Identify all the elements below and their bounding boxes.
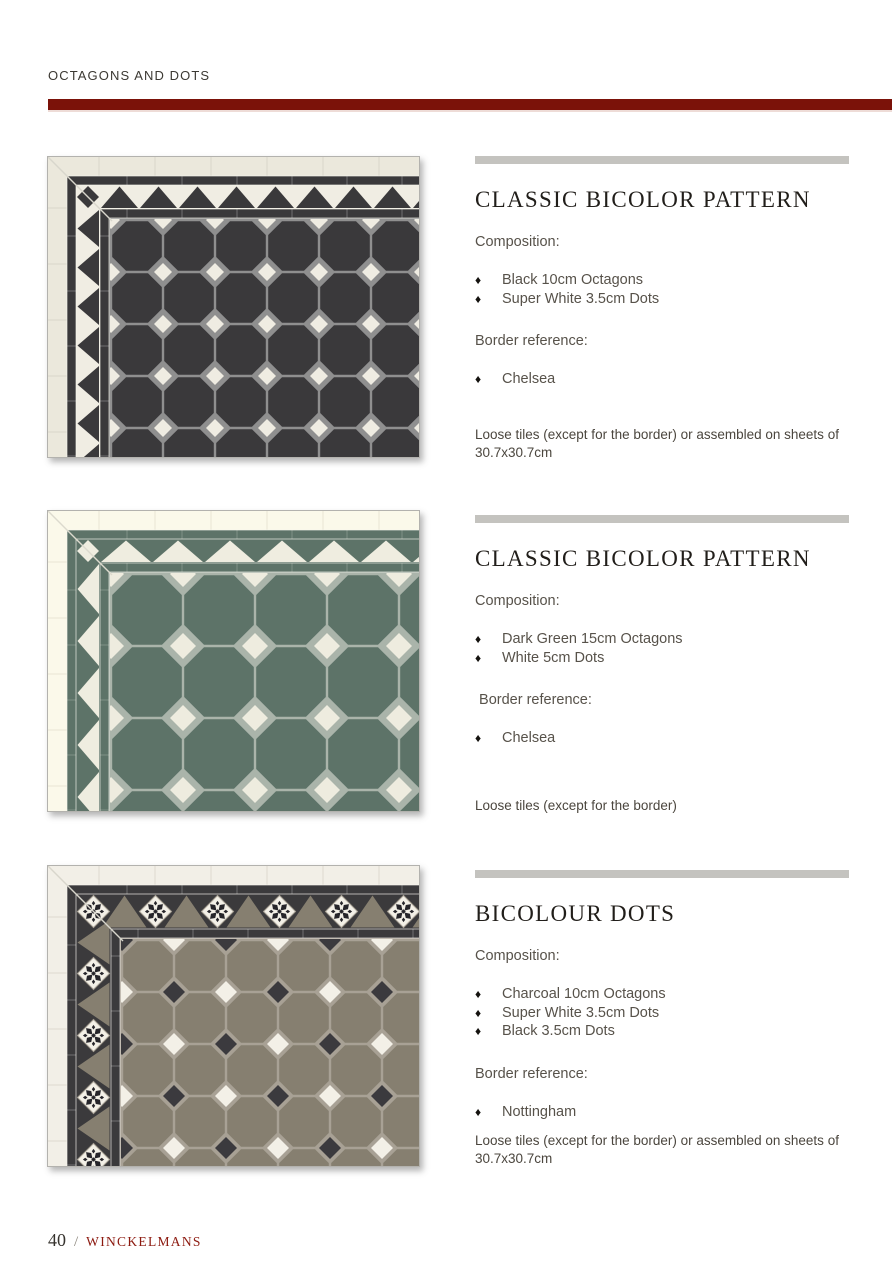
page-footer <box>48 1230 202 1251</box>
diamond-bullet-icon: ♦ <box>475 1024 482 1038</box>
section-divider-bar <box>475 515 849 523</box>
list-item <box>475 649 849 668</box>
section-divider-bar <box>475 156 849 164</box>
list-item <box>475 370 849 389</box>
diamond-bullet-icon: ♦ <box>475 632 482 646</box>
border-reference-label: Border reference: <box>475 1065 588 1082</box>
section-classic-bicolor-black <box>0 156 892 486</box>
list-item-label: Super White 3.5cm Dots <box>502 1004 660 1021</box>
border-reference-list <box>475 370 849 389</box>
border-reference-label: Border reference: <box>475 692 592 708</box>
list-item-label: Black 3.5cm Dots <box>502 1023 615 1039</box>
page-number: 40 <box>48 1230 66 1250</box>
section-text <box>475 515 849 748</box>
list-item-label: Nottingham <box>502 1103 577 1120</box>
availability-note: Loose tiles (except for the border) or assembled on sheets of 30.7x30.7cm <box>475 427 839 460</box>
composition-label: Composition: <box>475 234 560 250</box>
list-item <box>475 630 849 649</box>
availability-note: Loose tiles (except for the border) or assembled on sheets of 30.7x30.7cm <box>475 1133 839 1166</box>
list-item <box>475 985 849 1004</box>
list-item <box>475 271 849 290</box>
border-reference-list <box>475 729 849 748</box>
list-item-label: Chelsea <box>502 730 556 746</box>
list-item <box>475 729 849 748</box>
tile-sample-image <box>47 510 420 812</box>
section-title: CLASSIC BICOLOR PATTERN <box>475 546 811 571</box>
section-divider-bar <box>475 870 849 878</box>
section-text <box>475 156 849 389</box>
section-classic-bicolor-green <box>0 510 892 840</box>
composition-label: Composition: <box>475 948 560 964</box>
list-item-label: Charcoal 10cm Octagons <box>502 986 666 1002</box>
diamond-bullet-icon: ♦ <box>475 291 482 306</box>
diamond-bullet-icon: ♦ <box>475 987 482 1001</box>
composition-list <box>475 985 849 1041</box>
diamond-bullet-icon: ♦ <box>475 1104 482 1119</box>
diamond-bullet-icon: ♦ <box>475 731 482 745</box>
tile-sample-image <box>47 156 420 458</box>
border-reference-label: Border reference: <box>475 333 588 349</box>
list-item-label: White 5cm Dots <box>502 649 605 666</box>
composition-list <box>475 630 849 667</box>
list-item <box>475 1103 849 1122</box>
list-item-label: Super White 3.5cm Dots <box>502 290 660 307</box>
list-item-label: Chelsea <box>502 371 556 387</box>
footer-separator: / <box>74 1234 79 1250</box>
section-title: CLASSIC BICOLOR PATTERN <box>475 187 811 212</box>
list-item <box>475 290 849 309</box>
section-title: BICOLOUR DOTS <box>475 901 676 926</box>
availability-note: Loose tiles (except for the border) <box>475 798 677 813</box>
section-bicolour-dots <box>0 865 892 1195</box>
tile-sample-image <box>47 865 420 1167</box>
diamond-bullet-icon: ♦ <box>475 1005 482 1020</box>
brand-name: WINCKELMANS <box>86 1234 202 1249</box>
list-item <box>475 1022 849 1041</box>
accent-bar <box>48 99 892 112</box>
border-reference-list <box>475 1103 849 1122</box>
diamond-bullet-icon: ♦ <box>475 372 482 386</box>
list-item-label: Black 10cm Octagons <box>502 272 644 288</box>
list-item <box>475 1004 849 1023</box>
diamond-bullet-icon: ♦ <box>475 650 482 665</box>
composition-label: Composition: <box>475 593 560 609</box>
list-item-label: Dark Green 15cm Octagons <box>502 631 683 647</box>
composition-list <box>475 271 849 308</box>
page-title: OCTAGONS AND DOTS <box>48 68 211 83</box>
section-text <box>475 870 849 1121</box>
diamond-bullet-icon: ♦ <box>475 273 482 287</box>
